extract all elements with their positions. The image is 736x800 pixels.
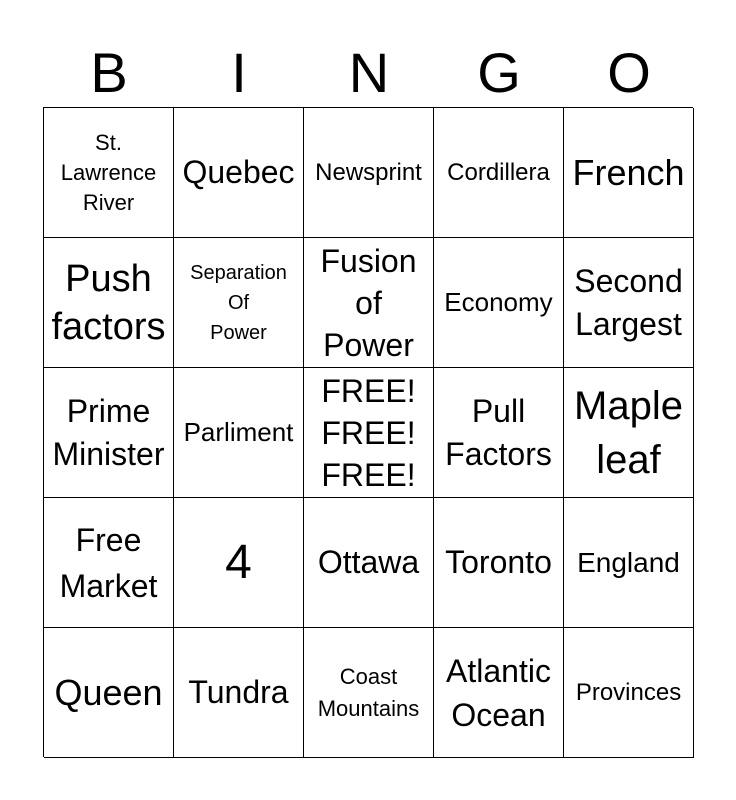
- cell-label: French: [572, 151, 685, 193]
- bingo-cell[interactable]: [44, 238, 174, 368]
- cell-label: Maple leaf: [574, 383, 683, 482]
- header-letter-o: O: [607, 41, 651, 104]
- cell-label: Ottawa: [317, 544, 420, 580]
- cell-label: Queen: [54, 671, 163, 713]
- cell-label: Cordillera: [447, 159, 550, 186]
- bingo-cell[interactable]: [174, 368, 304, 498]
- cell-label: Atlantic Ocean: [446, 652, 551, 733]
- bingo-cell[interactable]: [174, 108, 304, 238]
- cell-label: Second Largest: [574, 262, 683, 342]
- bingo-cell[interactable]: [434, 498, 564, 628]
- cell-label: Free Market: [59, 521, 158, 604]
- cell-label: Quebec: [182, 154, 295, 190]
- bingo-cell[interactable]: [304, 498, 434, 628]
- bingo-cell[interactable]: [434, 628, 564, 758]
- cell-label: Tundra: [188, 674, 289, 710]
- cell-label: FREE! FREE! FREE!: [321, 372, 416, 493]
- header-letter-b: B: [90, 41, 128, 104]
- bingo-cell[interactable]: [434, 108, 564, 238]
- bingo-cell[interactable]: [174, 628, 304, 758]
- bingo-cell[interactable]: [304, 238, 434, 368]
- cell-label: Parliment: [183, 417, 294, 447]
- cell-label: Fusion of Power: [320, 242, 417, 363]
- bingo-cell[interactable]: [434, 368, 564, 498]
- bingo-cell[interactable]: [304, 368, 434, 498]
- cell-label: Coast Mountains: [317, 663, 420, 721]
- cell-label: Toronto: [445, 544, 552, 580]
- cell-label: 4: [225, 535, 252, 589]
- bingo-cell[interactable]: [564, 368, 694, 498]
- bingo-cell[interactable]: [564, 238, 694, 368]
- bingo-cell[interactable]: [44, 368, 174, 498]
- header-letter-i: I: [231, 41, 247, 104]
- bingo-header: [44, 40, 694, 106]
- bingo-cell[interactable]: [564, 108, 694, 238]
- bingo-cell[interactable]: [564, 498, 694, 628]
- cell-label: England: [577, 547, 680, 578]
- cell-label: Newsprint: [315, 159, 422, 186]
- header-letter-n: N: [348, 41, 390, 104]
- cell-label: Economy: [444, 287, 553, 317]
- bingo-cell[interactable]: [564, 628, 694, 758]
- header-letter-g: G: [477, 41, 521, 104]
- cell-label: Prime Minister: [52, 392, 165, 472]
- cell-label: St. Lawrence River: [60, 129, 157, 215]
- bingo-cell[interactable]: [434, 238, 564, 368]
- bingo-cell[interactable]: [174, 498, 304, 628]
- bingo-cell[interactable]: [304, 628, 434, 758]
- bingo-cell[interactable]: [44, 498, 174, 628]
- bingo-board: [43, 107, 693, 757]
- cell-label: Provinces: [575, 679, 682, 706]
- bingo-cell[interactable]: [44, 628, 174, 758]
- cell-label: Separation Of Power: [190, 261, 287, 344]
- bingo-cell[interactable]: [304, 108, 434, 238]
- bingo-cell[interactable]: [174, 238, 304, 368]
- cell-label: Push factors: [51, 257, 166, 348]
- cell-label: Pull Factors: [445, 392, 552, 472]
- bingo-cell[interactable]: [44, 108, 174, 238]
